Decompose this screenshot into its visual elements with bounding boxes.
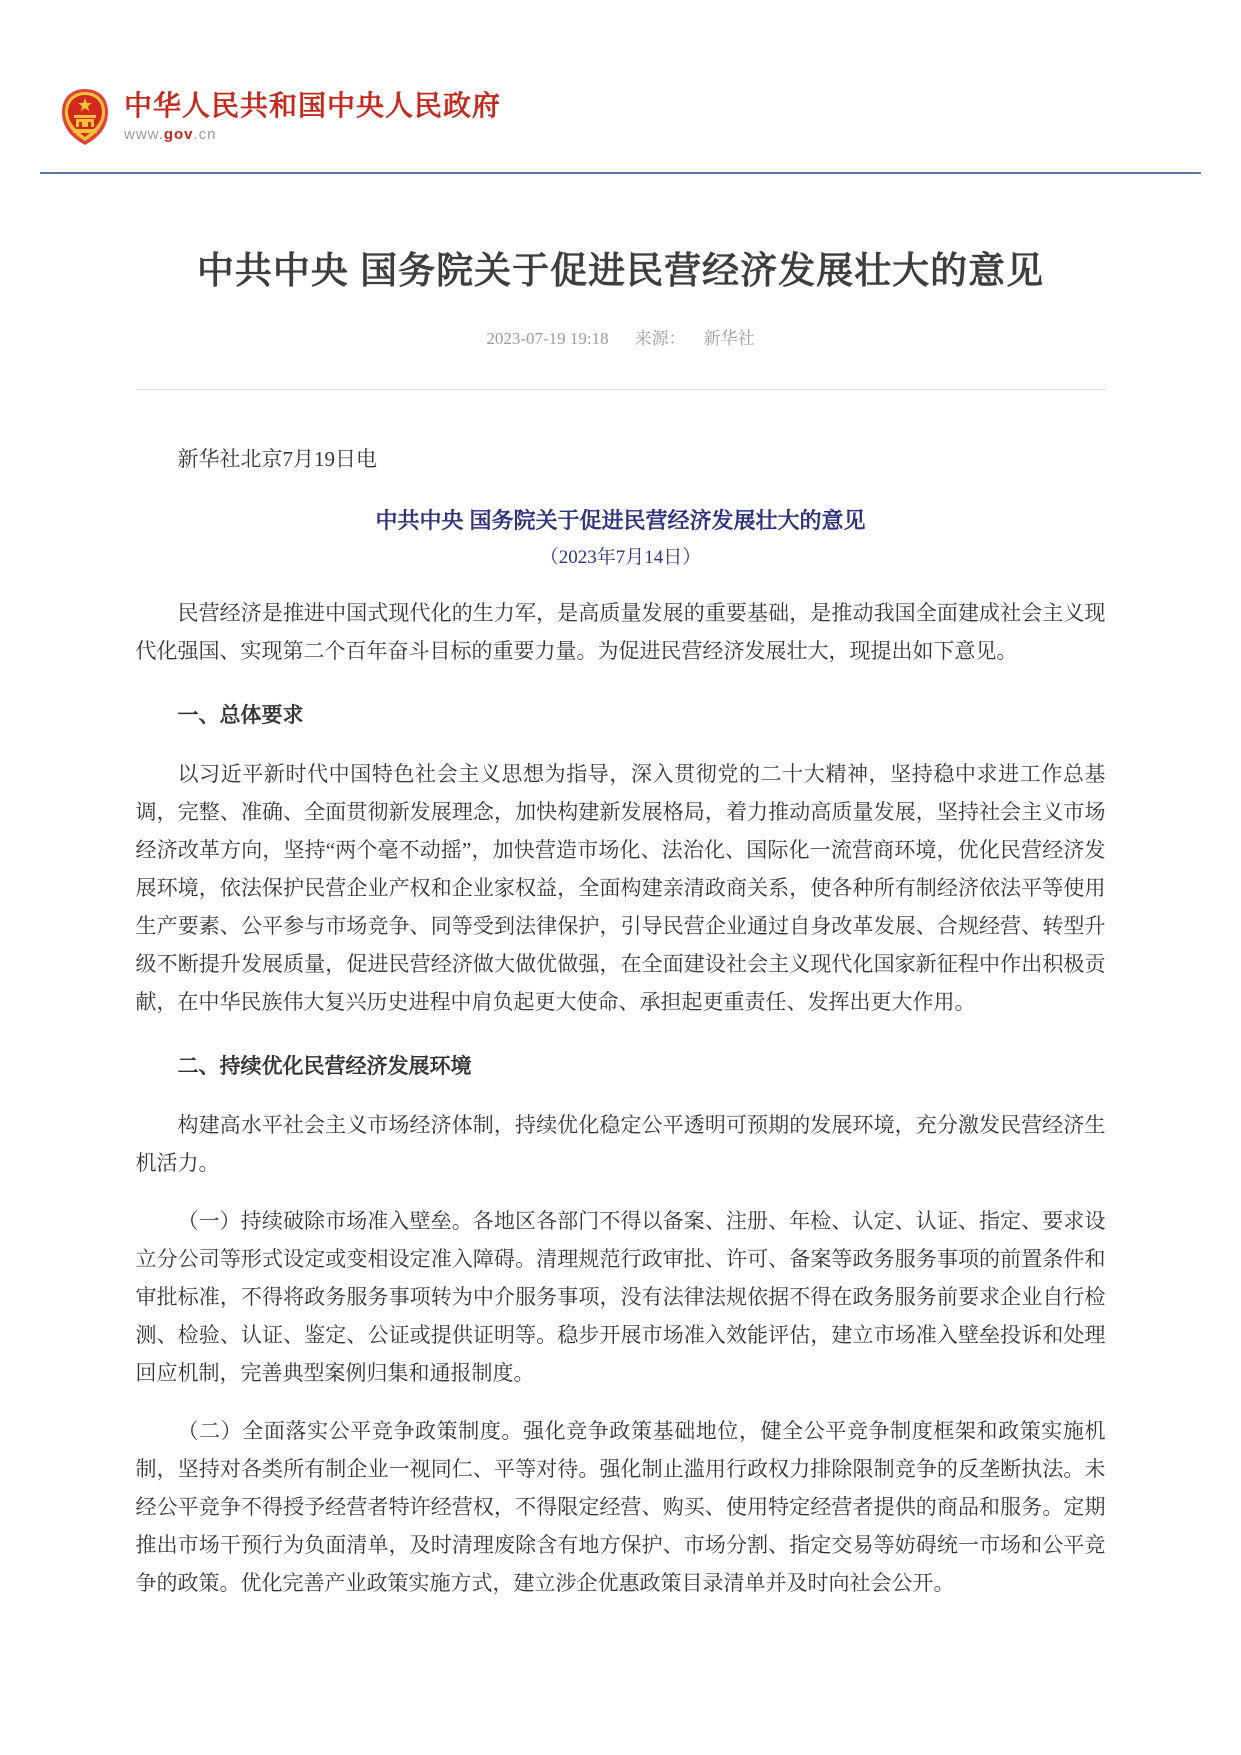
body-paragraph: 以习近平新时代中国特色社会主义思想为指导，深入贯彻党的二十大精神，坚持稳中求进工作总基调，完整、准确、全面贯彻新发展理念，加快构建新发展格局，着力推动高质量发展，坚持社会主义市场经济改革方向，坚持“两个毫不动摇”，加快营造市场化、法治化、国际化一流营商环境，优化民营经济发展环境，依法保护民营企业产权和企业家权益，全面构建亲清政商关系，使各种所有制经济依法平等使用生产要素、公平参与市场竞争、同等受到法律保护，引导民营企业通过自身改革发展、合规经营、转型升级不断提升发展质量，促进民营经济做大做优做强，在全面建设社会主义现代化国家新征程中作出积极贡献，在中华民族伟大复兴历史进程中肩负起更大使命、承担起更重责任、发挥出更大作用。 — [135, 762, 1106, 1015]
body-paragraph: （二）全面落实公平竞争政策制度。强化竞争政策基础地位，健全公平竞争制度框架和政策实施机制，坚持对各类所有制企业一视同仁、平等对待。强化制止滥用行政权力排除限制竞争的反垄断执法。未经公平竞争不得授予经营者特许经营权，不得限定经营、购买、使用特定经营者提供的商品和服务。定期推出市场干预行为负面清单，及时清理废除含有地方保护、市场分割、指定交易等妨碍统一市场和公平竞争的政策。优化完善产业政策实施方式，建立涉企优惠政策目录清单并及时向社会公开。 — [135, 1419, 1106, 1596]
logo-text — [124, 91, 501, 143]
doc-title: 中共中央 国务院关于促进民营经济发展壮大的意见 — [375, 508, 866, 534]
body-paragraph: 构建高水平社会主义市场经济体制，持续优化稳定公平透明可预期的发展环境，充分激发民营经济生机活力。 — [135, 1113, 1106, 1176]
body-paragraph: 民营经济是推进中国式现代化的生力军，是高质量发展的重要基础，是推动我国全面建成社会主义现代化强国、实现第二个百年奋斗目标的重要力量。为促进民营经济发展壮大，现提出如下意见。 — [135, 601, 1106, 664]
url-gov: gov — [163, 125, 194, 143]
source-label: 来源： — [634, 329, 686, 349]
article — [0, 248, 1241, 1682]
article-content — [136, 440, 1106, 1682]
article-meta — [0, 324, 1241, 349]
site-header — [0, 0, 1241, 174]
url-cn: .cn — [193, 125, 217, 143]
gov-logo[interactable] — [0, 88, 1241, 146]
site-name[interactable]: 中华人民共和国中央人民政府 — [124, 90, 502, 122]
meta-divider — [136, 389, 1106, 390]
section-heading: 二、持续优化民营经济发展环境 — [177, 1055, 472, 1079]
dateline: 新华社北京7月19日电 — [177, 447, 377, 472]
site-url[interactable] — [124, 126, 501, 143]
section-heading: 一、总体要求 — [177, 704, 304, 728]
url-www: www. — [124, 125, 164, 143]
article-body — [136, 594, 1106, 1602]
publish-time: 2023-07-19 19:18 — [486, 329, 609, 349]
body-paragraph: （一）持续破除市场准入壁垒。各地区各部门不得以备案、注册、年检、认定、认证、指定、要求设立分公司等形式设定或变相设定准入障碍。清理规范行政审批、许可、备案等政务服务事项的前置条件和审批标准，不得将政务服务事项转为中介服务事项，没有法律法规依据不得在政务服务前要求企业自行检测、检验、认证、鉴定、公证或提供证明等。稳步开展市场准入效能评估，建立市场准入壁垒投诉和处理回应机制，完善典型案例归集和通报制度。 — [135, 1209, 1106, 1386]
doc-date: （2023年7月14日） — [539, 547, 702, 569]
header-divider — [40, 172, 1201, 174]
page-title: 中共中央 国务院关于促进民营经济发展壮大的意见 — [196, 250, 1045, 291]
source-name[interactable]: 新华社 — [703, 329, 755, 349]
national-emblem-icon — [60, 88, 110, 146]
